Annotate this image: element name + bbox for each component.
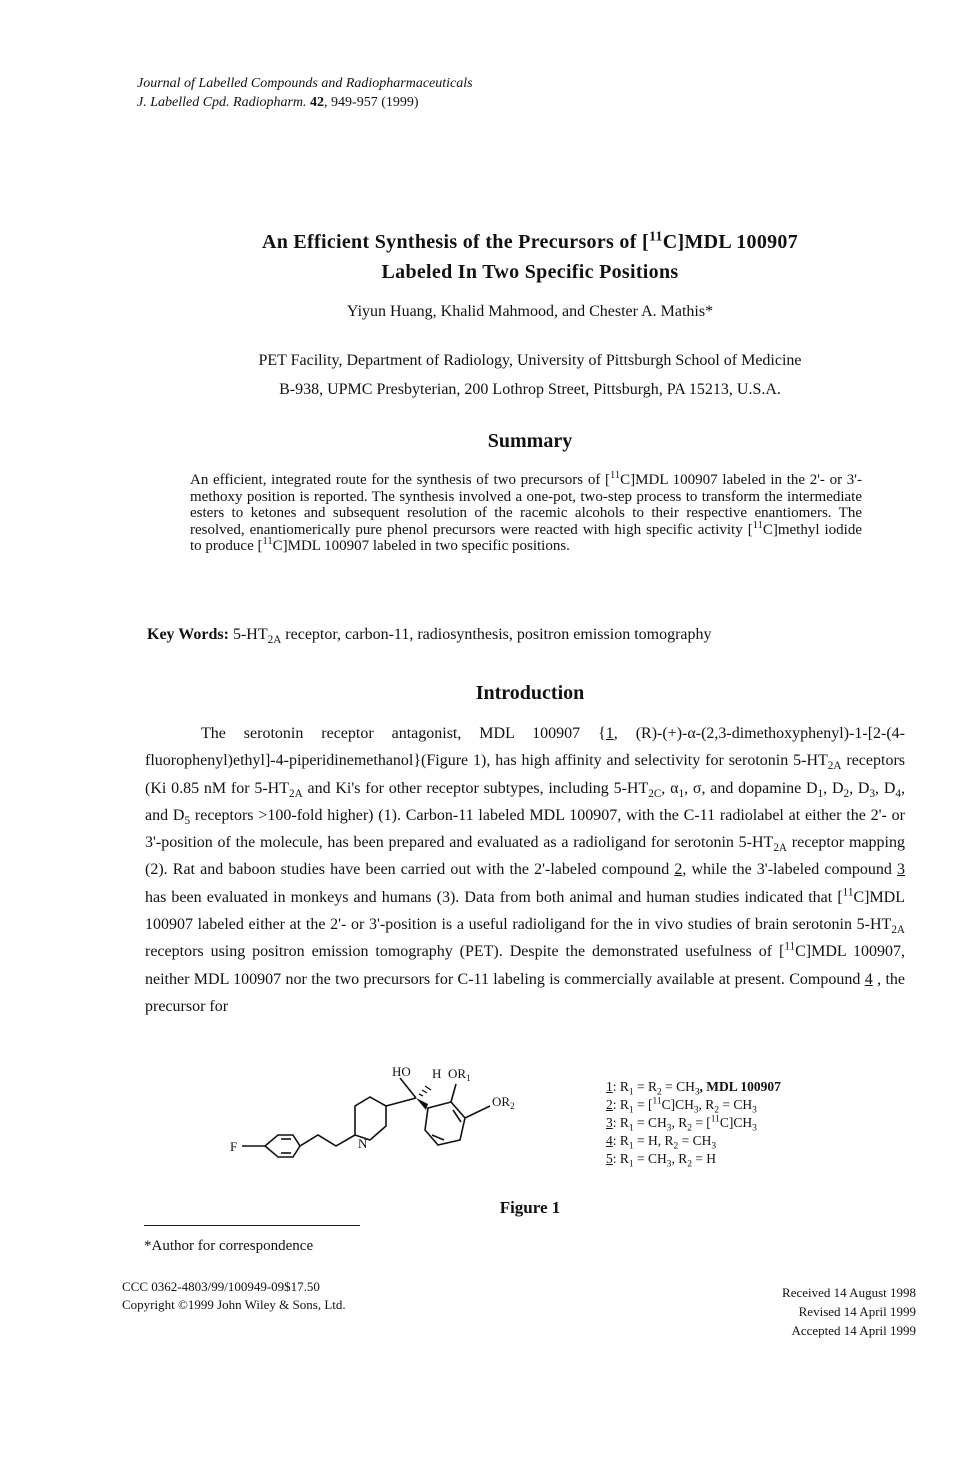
paper-title: An Efficient Synthesis of the Precursors of [$^{11}$C]MDL 100907 Labeled In Two Specific Positions	[261, 229, 799, 283]
legend-row-4: 4: $R_1 = H$, $R_2 = CH_3$	[606, 1133, 717, 1152]
legend-row-2: 2: $R_1 = [^{11}C]CH_3$, $R_2 = CH_3$	[606, 1096, 757, 1116]
journal-citation: J. Labelled Cpd. Radiopharm. 42, 949-957 (1999)	[137, 95, 419, 110]
legend-row-1: 1: $R_1 = R_2 = CH_3$, MDL 100907	[606, 1079, 781, 1098]
atom-or1: $OR_1$	[448, 1066, 471, 1083]
accepted-date: Accepted 14 April 1999	[791, 1323, 916, 1338]
footnote-rule	[144, 1225, 360, 1226]
atom-or2: $OR_2$	[492, 1094, 515, 1111]
atom-f: F	[230, 1139, 238, 1154]
dimethoxyphenyl-ring	[425, 1102, 465, 1145]
chemical-structure	[220, 1060, 580, 1190]
journal-name: Journal of Labelled Compounds and Radiopharmaceuticals	[137, 76, 473, 91]
footnote: *Author for correspondence	[144, 1238, 314, 1254]
revised-date: Revised 14 April 1999	[798, 1304, 916, 1319]
figure-legend	[606, 1078, 781, 1168]
legend-row-3: 3: $R_1 = CH_3$, $R_2 = [^{11}C]CH_3$	[606, 1114, 757, 1134]
copyright-block: CCC 0362-4803/99/100949-09$17.50 Copyright ©1999 John Wiley & Sons, Ltd.	[122, 1279, 346, 1312]
journal-header	[137, 74, 473, 112]
legend-row-5: 5: $R_1 = CH_3$, $R_2 = H$	[606, 1151, 717, 1170]
atom-ho: HO	[392, 1064, 411, 1079]
received-dates	[690, 1283, 916, 1340]
atom-n: N	[358, 1136, 368, 1151]
summary-text: An efficient, integrated route for the synthesis of two precursors of [$^{11}$C]MDL 100907 labeled in the 2'- or 3'-methoxy position is reported. The synthesis involved a one-pot, two-step process to transform the intermediate esters to ketones and subsequent resolution of the racemic alcohols to their respective enantiomers. The resolved, enantiomerically pure phenol precursors were reacted with high specific activity [$^{11}$C]methyl iodide to produce [$^{11}$C]MDL 100907 labeled in two specific positions.	[190, 470, 863, 554]
authors: Yiyun Huang, Khalid Mahmood, and Chester A. Mathis*	[346, 303, 714, 320]
key-words: Key Words: $5-HT_{2A}$ receptor, carbon-11, radiosynthesis, positron emission tomography	[147, 626, 712, 647]
affiliation: PET Facility, Department of Radiology, University of Pittsburgh School of Medicine B-938, UPMC Presbyterian, 200 Lothrop Street, Pittsburgh, PA 15213, U.S.A.	[258, 352, 802, 398]
introduction-text: The serotonin receptor antagonist, MDL 100907 {1, (R)-(+)-α-(2,3-dimethoxyphenyl)-1-[2-(4-fluorophenyl)ethyl]-4-piperidinemethanol}(Figure 1), has high affinity and selectivity for serotonin $5-HT_{2A}$ receptors (Ki 0.85 nM for $5-HT_{2A}$ and Ki's for other receptor subtypes, including $5-HT_{2C}$, $\alpha_1$, σ, and dopamine $D_1$, $D_2$, $D_3$, $D_4$, and $D_5$ receptors >100-fold higher) (1). Carbon-11 labeled MDL 100907, with the C-11 radiolabel at either the 2'- or 3'-position of the molecule, has been prepared and evaluated as a radioligand for serotonin $5-HT_{2A}$ receptor mapping (2). Rat and baboon studies have been carried out with the 2'-labeled compound 2, while the 3'-labeled compound 3 has been evaluated in monkeys and humans (3). Data from both animal and human studies indicated that [$^{11}$C]MDL 100907 labeled either at the 2'- or 3'-position is a useful radioligand for the in vivo studies of brain serotonin $5-HT_{2A}$ receptors using positron emission tomography (PET). Despite the demonstrated usefulness of [$^{11}$C]MDL 100907, neither MDL 100907 nor the two precursors for C-11 labeling is commercially available at present. Compound 4 , the precursor for	[145, 725, 906, 1015]
figure-caption: Figure 1	[499, 1198, 561, 1217]
summary-heading: Summary	[487, 430, 573, 452]
introduction-heading: Introduction	[475, 682, 585, 704]
received-date: Received 14 August 1998	[782, 1285, 916, 1300]
atom-h: H	[432, 1066, 442, 1081]
piperidine-ring	[355, 1097, 386, 1140]
